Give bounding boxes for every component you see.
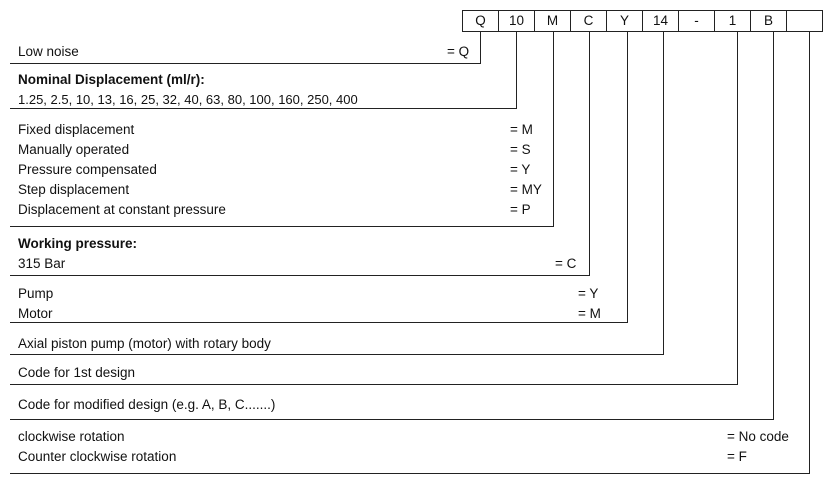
code-box-modified-design: B xyxy=(750,10,787,32)
code-box-q: Q xyxy=(462,10,499,32)
function-label-motor: Motor xyxy=(18,306,53,321)
control-label-pressure-comp: Pressure compensated xyxy=(18,162,157,177)
connector-control xyxy=(553,32,554,226)
function-code-motor: = M xyxy=(578,306,601,321)
connector-function xyxy=(627,32,628,322)
pressure-heading: Working pressure: xyxy=(18,236,138,251)
low-noise-label: Low noise xyxy=(18,44,79,59)
code-box-function: Y xyxy=(606,10,643,32)
line-modified-design xyxy=(10,419,774,420)
rotation-code-clockwise: = No code xyxy=(727,429,789,444)
pressure-code: = C xyxy=(555,256,577,271)
displacement-heading: Nominal Displacement (ml/r): xyxy=(18,72,205,87)
control-label-manual: Manually operated xyxy=(18,142,130,157)
control-label-constant-pressure: Displacement at constant pressure xyxy=(18,202,226,217)
control-code-constant-pressure: = P xyxy=(510,202,531,217)
connector-rotation xyxy=(809,32,810,473)
line-rotation xyxy=(10,473,810,474)
displacement-values: 1.25, 2.5, 10, 13, 16, 25, 32, 40, 63, 80, 100, 160, 250, 400 xyxy=(18,92,358,107)
code-box-displacement: 10 xyxy=(498,10,535,32)
pressure-label: 315 Bar xyxy=(18,256,66,271)
line-control xyxy=(10,226,554,227)
code-box-separator: - xyxy=(678,10,715,32)
line-function xyxy=(10,322,628,323)
rotation-label-counter: Counter clockwise rotation xyxy=(18,449,177,464)
control-code-pressure-comp: = Y xyxy=(510,162,531,177)
first-design-label: Code for 1st design xyxy=(18,365,136,380)
modified-design-label: Code for modified design (e.g. A, B, C.......) xyxy=(18,397,276,412)
connector-low-noise xyxy=(480,32,481,63)
function-label-pump: Pump xyxy=(18,286,54,301)
connector-type xyxy=(663,32,664,354)
function-code-pump: = Y xyxy=(578,286,599,301)
control-code-fixed: = M xyxy=(510,122,533,137)
control-code-step: = MY xyxy=(510,182,542,197)
rotation-label-clockwise: clockwise rotation xyxy=(18,429,125,444)
line-type xyxy=(10,354,664,355)
code-box-rotation xyxy=(786,10,823,32)
code-box-first-design: 1 xyxy=(714,10,751,32)
low-noise-code: = Q xyxy=(447,44,470,59)
control-label-step: Step displacement xyxy=(18,182,130,197)
line-first-design xyxy=(10,384,738,385)
line-displacement xyxy=(10,108,517,109)
rotation-code-counter: = F xyxy=(727,449,747,464)
connector-modified-design xyxy=(773,32,774,419)
connector-displacement xyxy=(516,32,517,108)
control-code-manual: = S xyxy=(510,142,531,157)
code-box-type: 14 xyxy=(642,10,679,32)
line-low-noise xyxy=(10,63,481,64)
line-pressure xyxy=(10,275,590,276)
connector-first-design xyxy=(737,32,738,384)
connector-pressure xyxy=(589,32,590,275)
type-label: Axial piston pump (motor) with rotary body xyxy=(18,336,271,351)
code-box-control: M xyxy=(534,10,571,32)
code-box-pressure: C xyxy=(570,10,607,32)
control-label-fixed: Fixed displacement xyxy=(18,122,135,137)
